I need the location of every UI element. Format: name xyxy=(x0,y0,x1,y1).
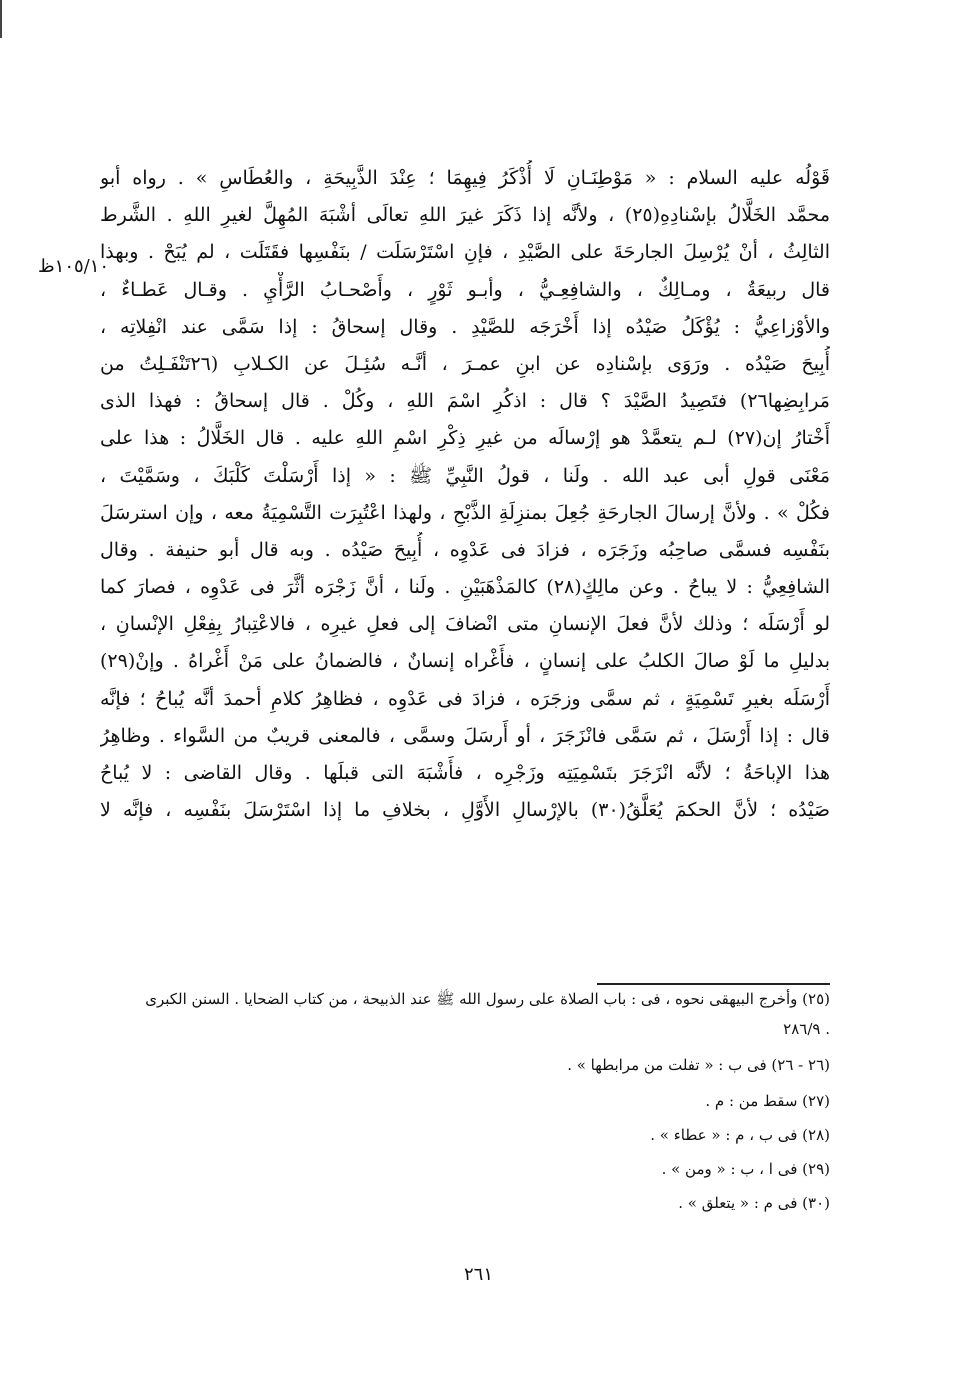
text-line: صَيْدُه ؛ لأنَّ الحكمَ يُعَلَّقُ(٣٠) بالإرْسالِ الأَوَّلِ ، بخلافِ ما إذا اسْتَرْسَلَ بنَفْسِه ، فإنَّه لا xyxy=(100,799,830,822)
left-edge-mark xyxy=(0,0,2,38)
main-text xyxy=(100,160,830,829)
text-line: لو أَرْسَلَه ؛ وذلك لأنَّ فعلَ الإنسانِ متى انْضافَ إلى فعلِ غيرِه ، فالاعْتِبارُ بِفِعْلِ الإنْسانِ ، xyxy=(100,613,830,636)
footnote: (٢٨) فى ب ، م : « عطاء » . xyxy=(650,1126,830,1144)
text-line: فكُلْ » . ولأنَّ إرسالَ الجارحَةِ جُعِلَ بمنزِلَةِ الذَّبْحِ ، ولهذا اعْتُبِرَت التَّسْمِيَةُ معه ، وإن استرسَلَ xyxy=(100,501,830,524)
text-line: بنَفْسِه فسمَّى صاحِبُه وزَجَرَه ، فزادَ فى عَدْوِه ، أُبِيحَ صَيْدُه . وبه قال أبو حنيفة . وقال xyxy=(100,538,830,561)
text-line: بدليلِ ما لَوْ صالَ الكلبُ على إنسانٍ ، فأَغْراه إنسانٌ ، فالضمانُ على مَنْ أَغْراهُ . وإنْ(٢٩) xyxy=(100,650,830,673)
footnote-divider xyxy=(597,983,830,985)
footnote: (٢٩) فى ا ، ب : « ومن » . xyxy=(661,1160,830,1178)
text-line: قال ربيعَةُ ، ومـالِكٌ ، والشافِعِـيُّ ، وأبـو ثَوْرٍ ، وأَصْحـابُ الرَّأْيِ . وقـال عَطـاءٌ ، xyxy=(100,278,830,301)
marginal-reference: ١٠٥/١٠ظ xyxy=(38,256,110,277)
text-line: أُبِيحَ صَيْدُه . ورَوَى بإسْنادِه عن ابنِ عمـرَ ، أنَّـه سُئِـلَ عن الكـلابِ (٢٦تَنْفَـلِتُ من xyxy=(100,352,830,375)
text-line: هذا الإباحَةُ ؛ لأنَّه انْزَجَرَ بتَسْمِيَتِه وزَجْرِه ، فأَشْبَهَ التى قبلَها . وقال القاضى : لا يُباحُ xyxy=(100,762,830,784)
text-line: الثالِثُ ، أنْ يُرْسِلَ الجارحَةَ على الصَّيْدِ ، فإنِ اسْتَرْسَلَت / بنَفْسِها فقَتَلَت ، لم يُبَحْ . وبهذا xyxy=(100,241,830,264)
text-line: أَخْتارُ إن(٢٧) لـم يتعمَّدْ هو إرْسالَه من غيرِ ذِكْرِ اسْمِ اللهِ عليه . قال الخَلَّالُ : هذا على xyxy=(100,427,830,450)
text-line: مَعْنَى قولِ أبى عبد الله . ولَنا ، قولُ النَّبِيِّ ﷺ : « إذا أَرْسَلْتَ كَلْبَكَ ، وسَمَّيْتَ ، xyxy=(100,464,830,487)
text-line: قَوْلُه عليه السلام : « مَوْطِنَـانِ لَا أُذْكَرُ فِيهِمَا ؛ عِنْدَ الذَّبِيحَةِ ، والعُطَاسِ » . رواه أبو xyxy=(100,167,830,189)
text-line: قال : إذا أَرْسَلَ ، ثم سَمَّى فانْزَجَرَ ، أو أَرسَلَ وسمَّى ، فالمعنى قريبٌ من السَّواء . وظاهِرُ xyxy=(100,724,830,747)
footnote: . ٢٨٦/٩ xyxy=(783,1020,830,1038)
footnote: (٢٥) وأخرج البيهقى نحوه ، فى : باب الصلاة على رسول الله ﷺ عند الذبيحة ، من كتاب الضحايا . السنن الكبرى xyxy=(145,990,830,1008)
footnote: (٣٠) فى م : « يتعلق » . xyxy=(678,1194,830,1212)
footnote: (٢٦ - ٢٦) فى ب : « تفلت من مرابطها » . xyxy=(567,1056,830,1074)
page-number: ٢٦١ xyxy=(463,1264,493,1285)
text-line: أَرْسَلَه بغيرِ تَسْمِيَةٍ ، ثم سمَّى وزجَرَه ، فزادَ فى عَدْوِه ، فظاهِرُ كلامِ أحمدَ أنَّه يُباحُ ؛ فإنَّه xyxy=(100,687,830,710)
text-line: مَرابِضِها٢٦) فتَصِيدُ الصَّيْدَ ؟ قال : اذكُرِ اسْمَ اللهِ ، وكُلْ . قال إسحاقُ : فهذا الذى xyxy=(100,390,830,413)
text-line: محمَّد الخَلَّالُ بإسْنادِهِ(٢٥) ، ولأنَّه إذا ذَكَرَ غيرَ اللهِ تعالَى أشْبَهَ المُهِلَّ لغيرِ اللهِ . الشَّرط xyxy=(100,204,830,227)
footnote: (٢٧) سقط من : م . xyxy=(705,1092,830,1110)
text-line: الشافِعِيُّ : لا يباحُ . وعن مالِكٍ(٢٨) كالمَذْهَبَيْنِ . ولَنا ، أنَّ زَجْرَه أثَّرَ فى عَدْوِه ، فصارَ كما xyxy=(100,576,830,599)
text-line: والأوْزاعِيُّ : يُؤْكَلُ صَيْدُه إذا أَخْرَجَه للصَّيْدِ . وقال إسحاقُ : إذا سَمَّى عند انْفِلاتِه ، xyxy=(100,315,830,338)
